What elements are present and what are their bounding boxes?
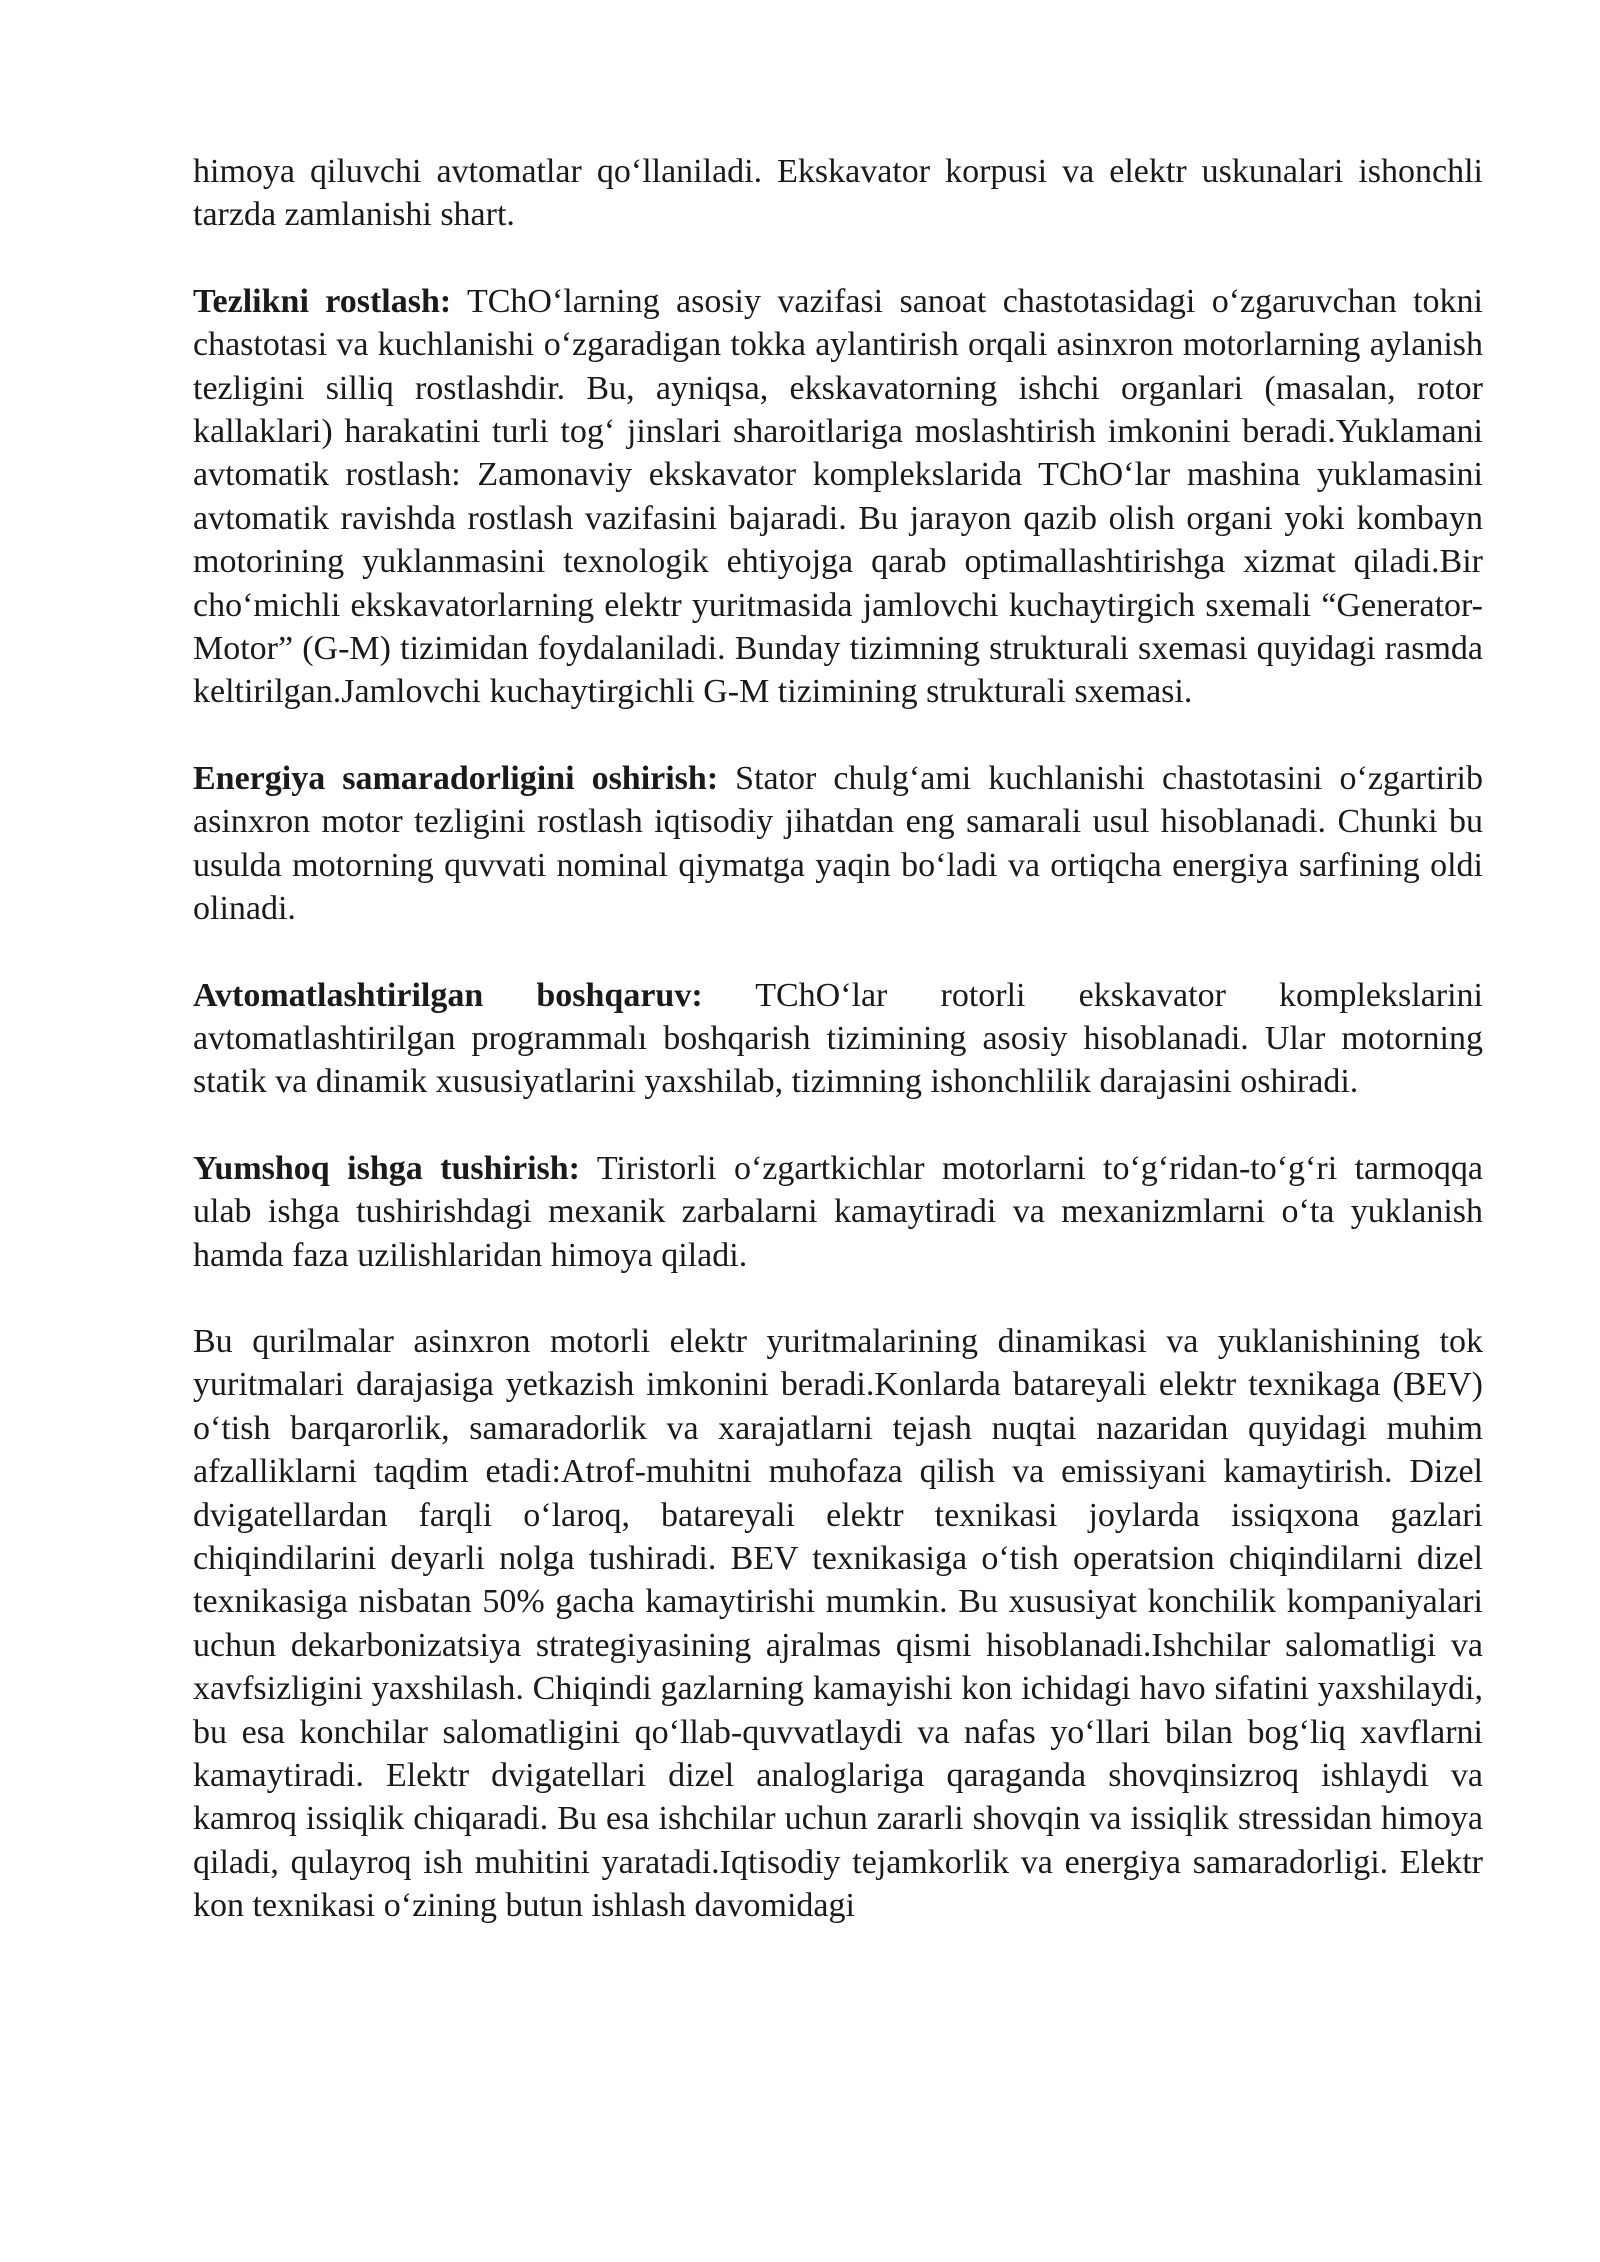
- paragraph-heading: Energiya samaradorligini oshirish:: [193, 759, 719, 797]
- paragraph-text: Tiristorli o‘zgartkichlar motorlarni to‘g‘ridan-to‘g‘ri tarmoqqa ulab ishga tushirishdagi mexanik zarbalarni kamaytiradi va mexanizmlarni o‘ta yuklanish hamda faza uzilishlaridan himoya qiladi.: [193, 1149, 1483, 1274]
- paragraph-intro: [193, 150, 1483, 237]
- paragraph-heading: Avtomatlashtirilgan boshqaruv:: [193, 976, 703, 1014]
- paragraph-speed-control: [193, 280, 1483, 714]
- paragraph-text: Bu qurilmalar asinxron motorli elektr yuritmalarining dinamikasi va yuklanishining tok yuritmalari darajasiga yetkazish imkonini beradi.Konlarda batareyali elektr texnikaga (BEV) o‘tish barqarorlik, samaradorlik va xarajatlarni tejash nuqtai nazaridan quyidagi muhim afzalliklarni taqdim etadi:Atrof-muhitni muhofaza qilish va emissiyani kamaytirish. Dizel dvigatellardan farqli o‘laroq, batareyali elektr texnikasi joylarda issiqxona gazlari chiqindilarini deyarli nolga tushiradi. BEV texnikasiga o‘tish operatsion chiqindilarni dizel texnikasiga nisbatan 50% gacha kamaytirishi mumkin. Bu xususiyat konchilik kompaniyalari uchun dekarbonizatsiya strategiyasining ajralmas qismi hisoblanadi.Ishchilar salomatligi va xavfsizligini yaxshilash. Chiqindi gazlarning kamayishi kon ichidagi havo sifatini yaxshilaydi, bu esa konchilar salomatligini qo‘llab-quvvatlaydi va nafas yo‘llari bilan bog‘liq xavflarni kamaytiradi. Elektr dvigatellari dizel analoglariga qaraganda shovqinsizroq ishlaydi va kamroq issiqlik chiqaradi. Bu esa ishchilar uchun zararli shovqin va issiqlik stressidan himoya qiladi, qulayroq ish muhitini yaratadi.Iqtisodiy tejamkorlik va energiya samaradorligi. Elektr kon texnikasi o‘zining butun ishlash davomidagi: [193, 1322, 1483, 1925]
- paragraph-text: Stator chulg‘ami kuchlanishi chastotasini o‘zgartirib asinxron motor tezligini rostlash iqtisodiy jihatdan eng samarali usul hisoblanadi. Chunki bu usulda motorning quvvati nominal qiymatga yaqin bo‘ladi va ortiqcha energiya sarfining oldi olinadi.: [193, 759, 1483, 928]
- paragraph-energy-efficiency: [193, 757, 1483, 931]
- paragraph-automated-control: [193, 974, 1483, 1104]
- paragraph-text: TChO‘lar rotorli ekskavator komplekslarini avtomatlashtirilgan programmalı boshqarish tizimining asosiy hisoblanadi. Ular motorning statik va dinamik xususiyatlarini yaxshilab, tizimning ishonchlilik darajasini oshiradi.: [193, 976, 1483, 1101]
- paragraph-heading: Yumshoq ishga tushirish:: [193, 1149, 580, 1187]
- paragraph-soft-start: [193, 1147, 1483, 1277]
- paragraph-text: himoya qiluvchi avtomatlar qo‘llaniladi. Ekskavator korpusi va elektr uskunalari ishonchli tarzda zamlanishi shart.: [193, 153, 1483, 234]
- paragraph-bev-benefits: [193, 1320, 1483, 1928]
- paragraph-heading: Tezlikni rostlash:: [193, 282, 452, 320]
- document-page: [193, 150, 1483, 1928]
- paragraph-text: TChO‘larning asosiy vazifasi sanoat chastotasidagi o‘zgaruvchan tokni chastotasi va kuchlanishi o‘zgaradigan tokka aylantirish orqali asinxron motorlarning aylanish tezligini silliq rostlashdir. Bu, ayniqsa, ekskavatorning ishchi organlari (masalan, rotor kallaklari) harakatini turli tog‘ jinslari sharoitlariga moslashtirish imkonini beradi.Yuklamani avtomatik rostlash: Zamonaviy ekskavator komplekslarida TChO‘lar mashina yuklamasini avtomatik ravishda rostlash vazifasini bajaradi. Bu jarayon qazib olish organi yoki kombayn motorining yuklanmasini texnologik ehtiyojga qarab optimallashtirishga xizmat qiladi.Bir cho‘michli ekskavatorlarning elektr yuritmasida jamlovchi kuchaytirgich sxemali “Generator-Motor” (G-M) tizimidan foydalaniladi. Bunday tizimning strukturali sxemasi quyidagi rasmda keltirilgan.Jamlovchi kuchaytirgichli G-M tizimining strukturali sxemasi.: [193, 282, 1483, 711]
